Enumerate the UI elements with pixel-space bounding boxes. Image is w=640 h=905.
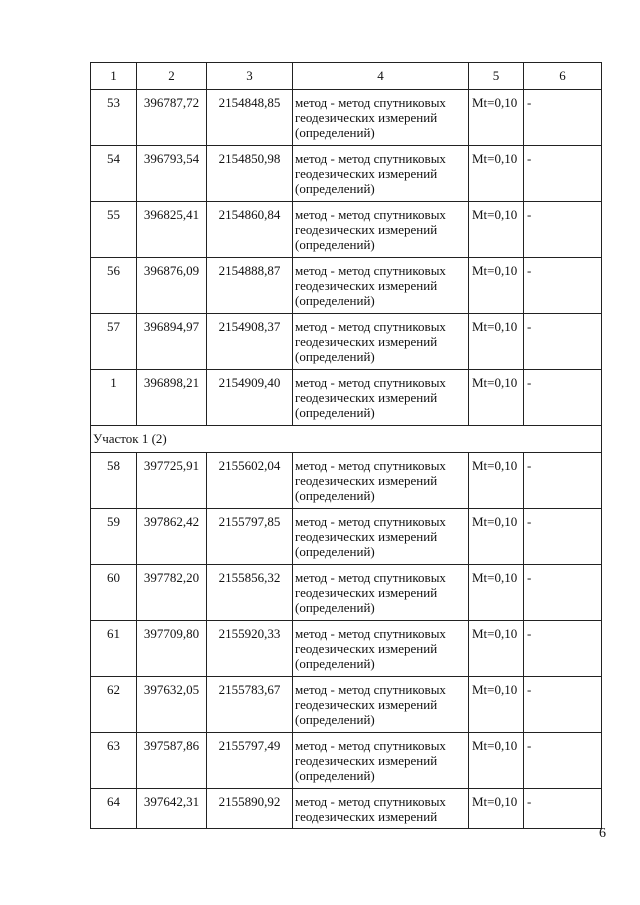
point-number-cell: 61 [91,621,137,677]
y-coordinate-cell: 2155890,92 [207,789,293,829]
x-coordinate-cell: 397642,31 [137,789,207,829]
note-cell: - [524,314,602,370]
header-cell-2: 2 [137,63,207,90]
method-line: метод - метод спутниковых [295,95,446,110]
method-line: (определений) [295,712,375,727]
note-cell: - [524,146,602,202]
method-cell [293,565,469,621]
table-row [91,453,602,509]
point-number-cell: 57 [91,314,137,370]
y-coordinate-cell: 2154908,37 [207,314,293,370]
method-line: (определений) [295,237,375,252]
method-line: метод - метод спутниковых [295,207,446,222]
accuracy-cell: Mt=0,10 [469,258,524,314]
table-row [91,370,602,426]
table-row [91,314,602,370]
method-line: (определений) [295,349,375,364]
table-body [91,63,602,829]
accuracy-cell: Mt=0,10 [469,789,524,829]
y-coordinate-cell: 2154860,84 [207,202,293,258]
point-number-cell: 59 [91,509,137,565]
point-number-cell: 58 [91,453,137,509]
note-cell: - [524,258,602,314]
note-cell: - [524,202,602,258]
method-line: геодезических измерений [295,809,438,824]
point-number-cell: 53 [91,90,137,146]
point-number-cell: 64 [91,789,137,829]
y-coordinate-cell: 2154850,98 [207,146,293,202]
method-cell [293,202,469,258]
table-row [91,677,602,733]
accuracy-cell: Mt=0,10 [469,565,524,621]
note-cell: - [524,90,602,146]
table-row [91,509,602,565]
x-coordinate-cell: 396793,54 [137,146,207,202]
y-coordinate-cell: 2155797,49 [207,733,293,789]
method-line: метод - метод спутниковых [295,458,446,473]
page-number: 6 [599,826,606,841]
header-cell-1: 1 [91,63,137,90]
x-coordinate-cell: 397709,80 [137,621,207,677]
note-cell: - [524,733,602,789]
table-row [91,789,602,829]
method-line: (определений) [295,181,375,196]
method-line: метод - метод спутниковых [295,151,446,166]
method-line: геодезических измерений [295,697,438,712]
accuracy-cell: Mt=0,10 [469,314,524,370]
method-line: геодезических измерений [295,222,438,237]
x-coordinate-cell: 396876,09 [137,258,207,314]
note-cell: - [524,789,602,829]
method-cell [293,509,469,565]
header-cell-6: 6 [524,63,602,90]
method-line: метод - метод спутниковых [295,514,446,529]
method-line: метод - метод спутниковых [295,682,446,697]
point-number-cell: 60 [91,565,137,621]
accuracy-cell: Mt=0,10 [469,370,524,426]
method-line: геодезических измерений [295,390,438,405]
accuracy-cell: Mt=0,10 [469,453,524,509]
x-coordinate-cell: 396894,97 [137,314,207,370]
method-line: геодезических измерений [295,110,438,125]
table-row [91,565,602,621]
accuracy-cell: Mt=0,10 [469,733,524,789]
table-row [91,90,602,146]
accuracy-cell: Mt=0,10 [469,621,524,677]
method-line: метод - метод спутниковых [295,570,446,585]
table-row [91,202,602,258]
method-cell [293,258,469,314]
table-row [91,146,602,202]
method-line: геодезических измерений [295,529,438,544]
note-cell: - [524,370,602,426]
method-cell [293,90,469,146]
method-line: метод - метод спутниковых [295,738,446,753]
method-cell [293,314,469,370]
section-row [91,426,602,453]
accuracy-cell: Mt=0,10 [469,677,524,733]
point-number-cell: 63 [91,733,137,789]
method-line: метод - метод спутниковых [295,626,446,641]
method-line: геодезических измерений [295,166,438,181]
accuracy-cell: Mt=0,10 [469,202,524,258]
method-line: метод - метод спутниковых [295,319,446,334]
point-number-cell: 56 [91,258,137,314]
y-coordinate-cell: 2154848,85 [207,90,293,146]
table-row [91,733,602,789]
x-coordinate-cell: 396825,41 [137,202,207,258]
x-coordinate-cell: 397632,05 [137,677,207,733]
note-cell: - [524,565,602,621]
header-cell-5: 5 [469,63,524,90]
x-coordinate-cell: 396787,72 [137,90,207,146]
method-cell [293,733,469,789]
header-cell-3: 3 [207,63,293,90]
note-cell: - [524,509,602,565]
method-line: (определений) [295,656,375,671]
point-number-cell: 62 [91,677,137,733]
method-line: (определений) [295,405,375,420]
y-coordinate-cell: 2155920,33 [207,621,293,677]
point-number-cell: 54 [91,146,137,202]
table-row [91,621,602,677]
x-coordinate-cell: 397782,20 [137,565,207,621]
method-line: геодезических измерений [295,753,438,768]
method-line: (определений) [295,488,375,503]
x-coordinate-cell: 396898,21 [137,370,207,426]
method-line: геодезических измерений [295,585,438,600]
x-coordinate-cell: 397725,91 [137,453,207,509]
accuracy-cell: Mt=0,10 [469,90,524,146]
method-line: геодезических измерений [295,278,438,293]
note-cell: - [524,621,602,677]
method-line: геодезических измерений [295,641,438,656]
x-coordinate-cell: 397862,42 [137,509,207,565]
coordinates-table [90,62,602,829]
method-line: (определений) [295,293,375,308]
method-line: геодезических измерений [295,473,438,488]
method-cell [293,370,469,426]
method-line: метод - метод спутниковых [295,375,446,390]
y-coordinate-cell: 2155783,67 [207,677,293,733]
y-coordinate-cell: 2154909,40 [207,370,293,426]
method-line: (определений) [295,768,375,783]
method-line: геодезических измерений [295,334,438,349]
note-cell: - [524,453,602,509]
note-cell: - [524,677,602,733]
accuracy-cell: Mt=0,10 [469,146,524,202]
method-cell [293,621,469,677]
method-cell [293,677,469,733]
method-cell [293,789,469,829]
method-line: метод - метод спутниковых [295,263,446,278]
method-line: (определений) [295,544,375,559]
table-row [91,258,602,314]
point-number-cell: 1 [91,370,137,426]
method-line: метод - метод спутниковых [295,794,446,809]
y-coordinate-cell: 2155602,04 [207,453,293,509]
y-coordinate-cell: 2154888,87 [207,258,293,314]
section-label: Участок 1 (2) [91,426,602,453]
header-cell-4: 4 [293,63,469,90]
method-cell [293,146,469,202]
method-cell [293,453,469,509]
method-line: (определений) [295,125,375,140]
accuracy-cell: Mt=0,10 [469,509,524,565]
x-coordinate-cell: 397587,86 [137,733,207,789]
header-row [91,63,602,90]
y-coordinate-cell: 2155856,32 [207,565,293,621]
y-coordinate-cell: 2155797,85 [207,509,293,565]
method-line: (определений) [295,600,375,615]
point-number-cell: 55 [91,202,137,258]
